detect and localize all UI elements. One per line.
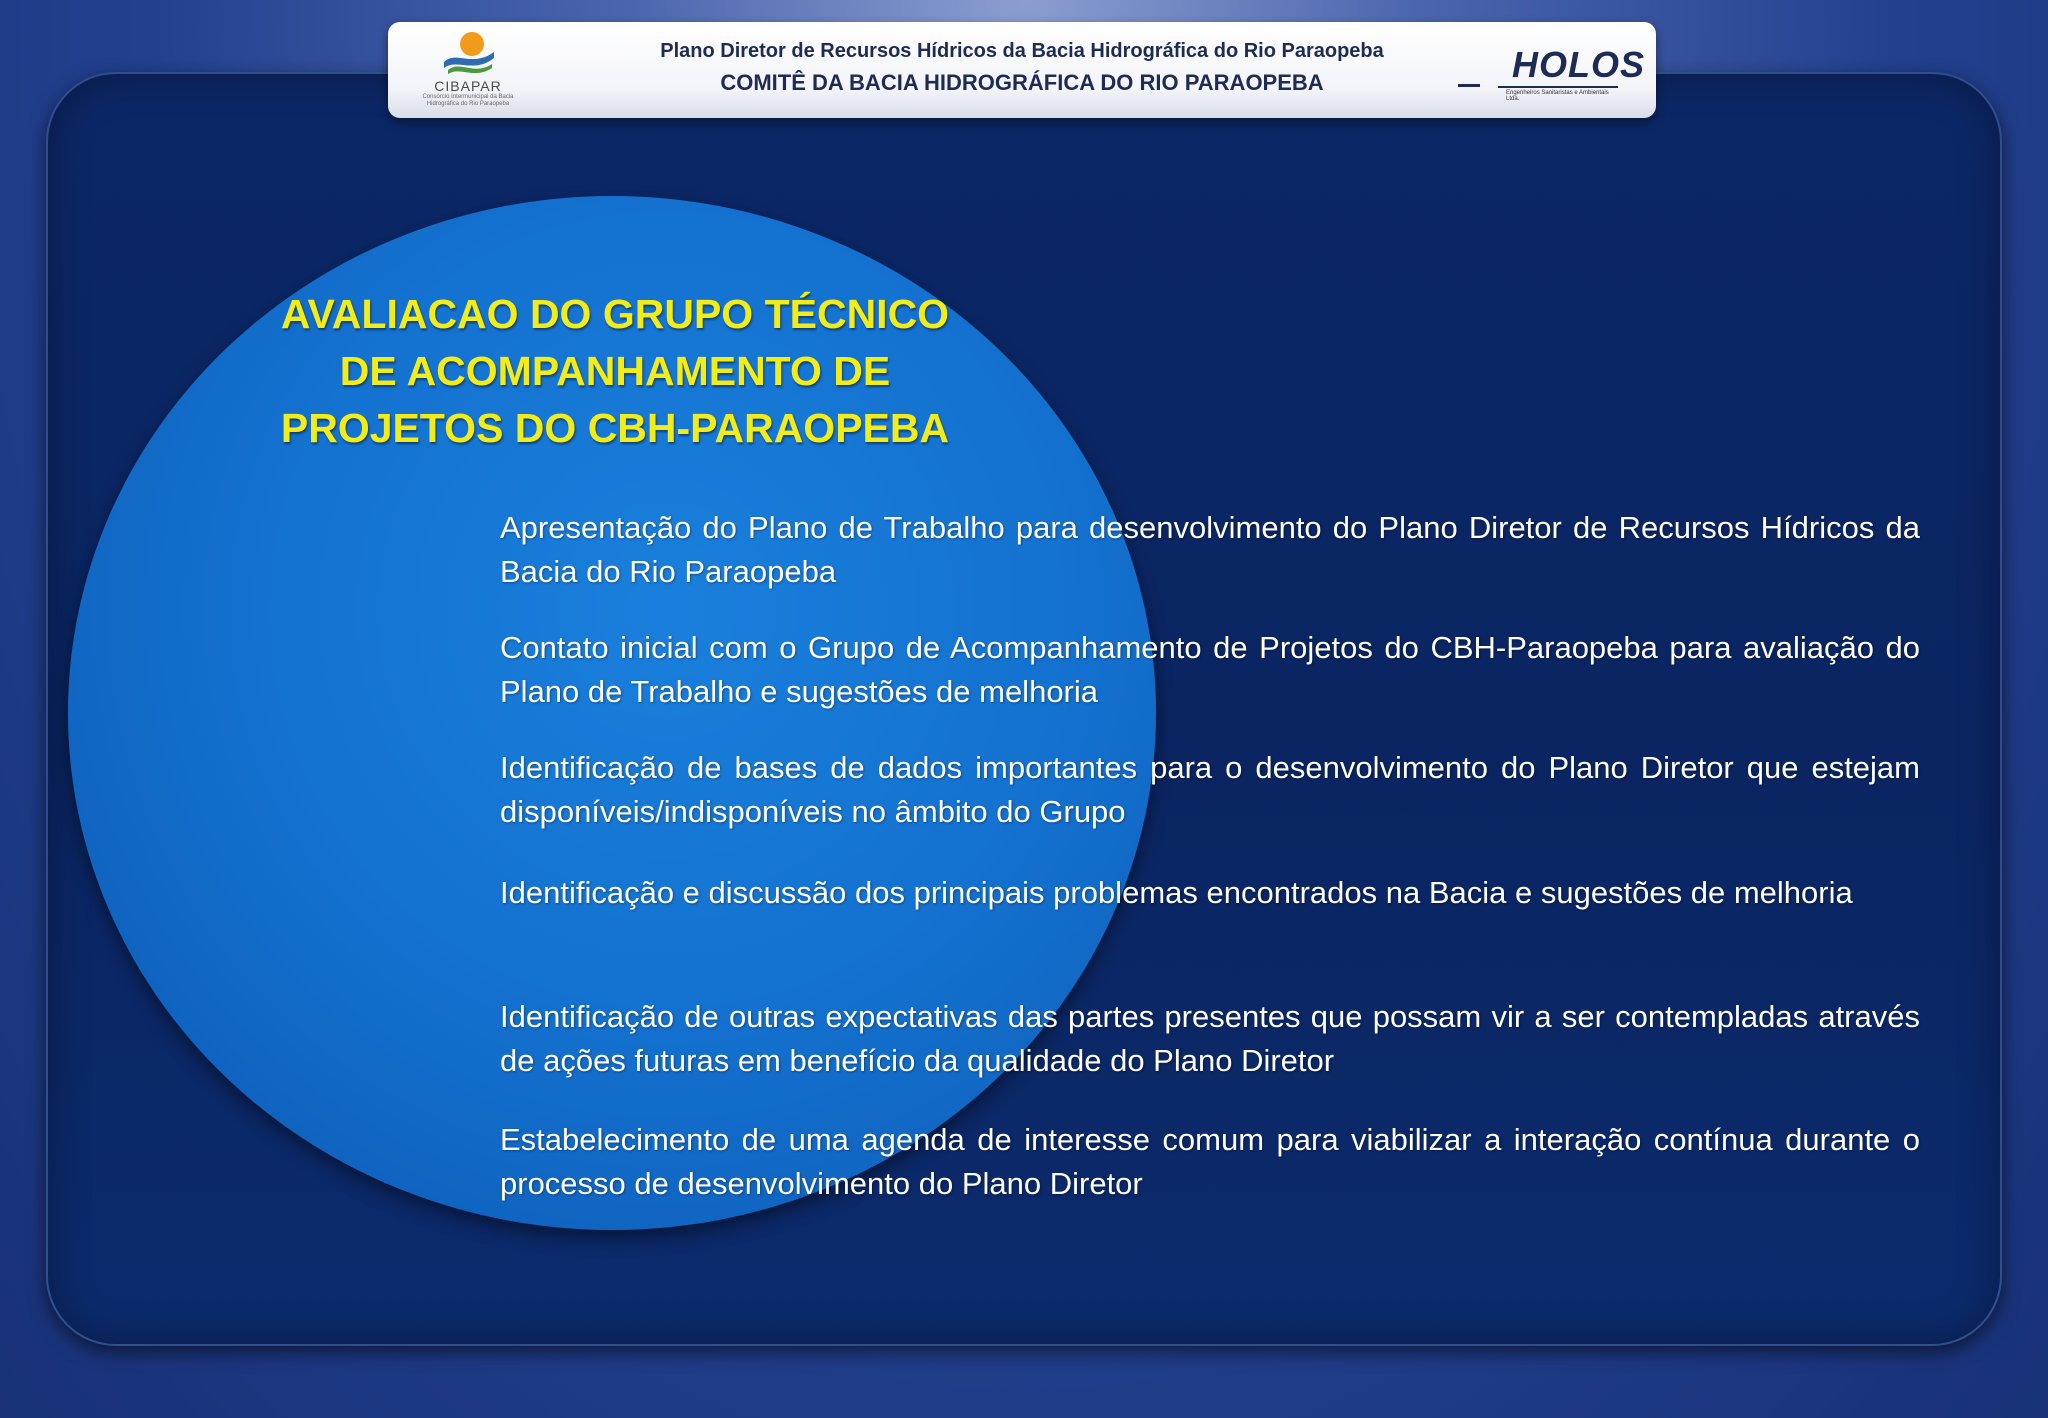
header-line-2: COMITÊ DA BACIA HIDROGRÁFICA DO RIO PARAOPEBA — [720, 70, 1324, 95]
holos-rule — [1498, 86, 1618, 88]
list-item: Identificação e discussão dos principais problemas encontrados na Bacia e sugestões de melhoria — [500, 875, 1853, 910]
list-item: Identificação de bases de dados importantes para o desenvolvimento do Plano Diretor que estejam disponíveis/indisponíveis no âmbito do Grupo — [500, 750, 1920, 829]
holos-name: HOLOS — [1512, 44, 1646, 85]
cibapar-subtitle: Consórcio Intermunicipal da Bacia Hidrográfica do Rio Paraopeba — [422, 94, 514, 107]
slide-title — [260, 286, 970, 457]
holos-logo — [1458, 44, 1646, 102]
title-line-1: AVALIACAO DO GRUPO TÉCNICO — [280, 291, 950, 337]
title-line-3: PROJETOS DO CBH-PARAOPEBA — [280, 405, 950, 451]
cibapar-name: CIBAPAR — [434, 78, 502, 94]
title-line-2: DE ACOMPANHAMENTO DE — [339, 348, 891, 394]
list-item: Contato inicial com o Grupo de Acompanhamento de Projetos do CBH-Paraopeba para avaliação do Plano de Trabalho e sugestões de melhoria — [500, 630, 1920, 709]
header-line-1: Plano Diretor de Recursos Hídricos da Bacia Hidrográfica do Rio Paraopeba — [660, 40, 1384, 62]
list-item: Apresentação do Plano de Trabalho para desenvolvimento do Plano Diretor de Recursos Hídricos da Bacia do Rio Paraopeba — [500, 510, 1920, 589]
holos-dash — [1458, 84, 1480, 87]
header-banner — [388, 22, 1656, 118]
list-item: Identificação de outras expectativas das partes presentes que possam vir a ser contempladas através de ações futuras em benefício da qualidade do Plano Diretor — [500, 999, 1920, 1078]
list-item: Estabelecimento de uma agenda de interesse comum para viabilizar a interação contínua durante o processo de desenvolvimento do Plano Diretor — [500, 1122, 1920, 1201]
holos-tagline: Engenheiros Sanitaristas e Ambientais Ltda. — [1506, 90, 1609, 102]
